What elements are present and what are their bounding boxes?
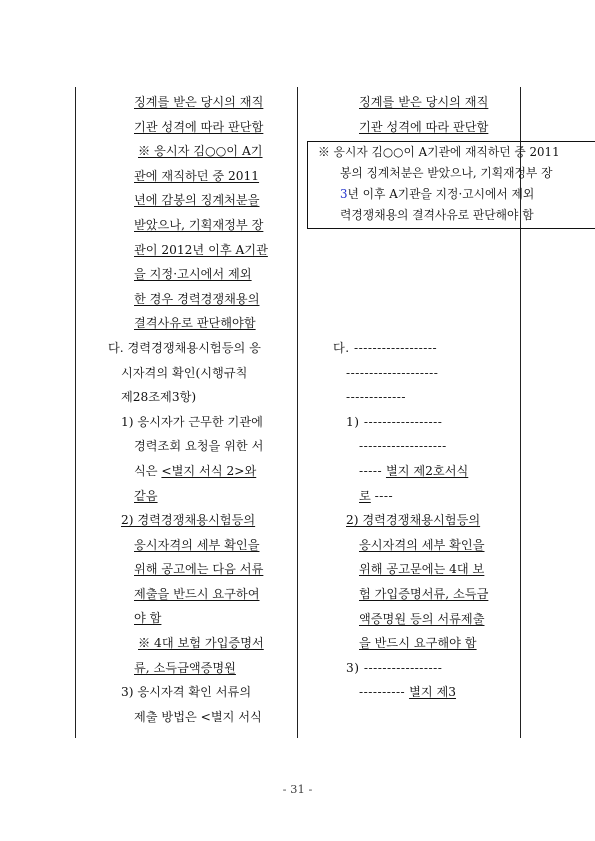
left-line: 년에 감봉의 징계처분을	[134, 193, 260, 208]
right-dash-line: -------------	[346, 390, 407, 405]
left-line: 징계를 받은 당시의 재직	[134, 95, 264, 109]
left-note-line: ※ 응시자 김○○이 A기	[138, 144, 263, 159]
right-column-lower	[333, 336, 519, 705]
right-item-1-line: ----- 별지 제2호서식	[359, 463, 469, 478]
item-3-line: 3) 응시자격 확인 서류의	[121, 685, 252, 700]
item-1-line: 같음	[134, 488, 158, 503]
right-item-2-line: 2) 경력경쟁채용시험등의	[346, 513, 481, 528]
item-2-line: 2) 경력경쟁채용시험등의	[121, 513, 256, 528]
left-line: 한 경우 경력경쟁채용의	[134, 291, 260, 306]
right-item-2-line: 위해 공고문에는 4대 보	[359, 562, 485, 577]
item-2-note-line: ※ 4대 보험 가입증명서	[138, 636, 264, 651]
right-line: 징계를 받은 당시의 재직	[359, 95, 489, 109]
right-dash-line: --------------------	[346, 365, 439, 380]
note-text	[318, 142, 595, 226]
note-line: 3년 이후 A기관을 지정·고시에서 제외	[340, 187, 535, 201]
item-2-line: 야 함	[134, 611, 162, 626]
item-2-line: 위해 공고에는 다음 서류	[134, 562, 264, 577]
section-da-line: 시자격의 확인(시행규칙	[121, 365, 248, 380]
page-number: - 31 -	[282, 782, 313, 796]
right-line: 기관 성격에 따라 판단함	[359, 119, 489, 134]
left-line: 기관 성격에 따라 판단함	[134, 119, 264, 134]
item-2-line: 응시자격의 세부 확인을	[134, 537, 260, 552]
note-line: 봉의 징계처분은 받았으나, 기획재정부 장	[340, 166, 553, 180]
item-3-line: 제출 방법은 <별지 서식	[134, 709, 262, 724]
note-line: 력경쟁채용의 결격사유로 판단해야 함	[340, 208, 534, 222]
right-item-1-line: 1) -----------------	[346, 414, 443, 429]
left-border-line	[75, 87, 76, 738]
left-line: 관에 재직하던 중 2011	[134, 168, 260, 183]
item-1-line: 1) 응시자가 근무한 기관에	[121, 414, 263, 429]
right-da-heading: 다. ------------------	[333, 341, 438, 355]
left-line: 받았으나, 기획재정부 장	[134, 217, 264, 232]
note-line: ※ 응시자 김○○이 A기관에 재직하던 중 2011	[318, 145, 560, 159]
item-2-line: 제출을 반드시 요구하여	[134, 586, 260, 601]
left-line: 을 지정·고시에서 제외	[134, 267, 252, 282]
right-dash-line: -------------------	[359, 439, 447, 454]
item-1-line: 경력조회 요청을 위한 서	[134, 439, 264, 454]
right-item-2-line: 을 반드시 요구해야 함	[359, 636, 477, 651]
right-item-2-line: 험 가입증명서류, 소득금	[359, 586, 489, 601]
section-da-line: 제28조제3항)	[121, 390, 197, 405]
left-line: 관이 2012년 이후 A기관	[134, 242, 268, 257]
right-item-1-line: 로 ----	[359, 488, 394, 503]
right-item-2-line: 응시자격의 세부 확인을	[359, 537, 485, 552]
left-line: 결격사유로 판단해야함	[134, 316, 256, 331]
item-2-note-line: 류, 소득금액증명원	[134, 660, 236, 675]
right-item-3-line: 3) -----------------	[346, 660, 443, 675]
right-item-3-line: ---------- 별지 제3	[359, 685, 457, 700]
right-item-2-line: 액증명원 등의 서류제출	[359, 611, 485, 626]
left-column	[108, 90, 294, 729]
right-column	[333, 90, 519, 139]
center-divider-line	[297, 87, 298, 738]
item-1-line: 식은 <별지 서식 2>와	[134, 463, 257, 478]
section-da-heading: 다. 경력경쟁채용시험등의 응	[108, 340, 261, 355]
